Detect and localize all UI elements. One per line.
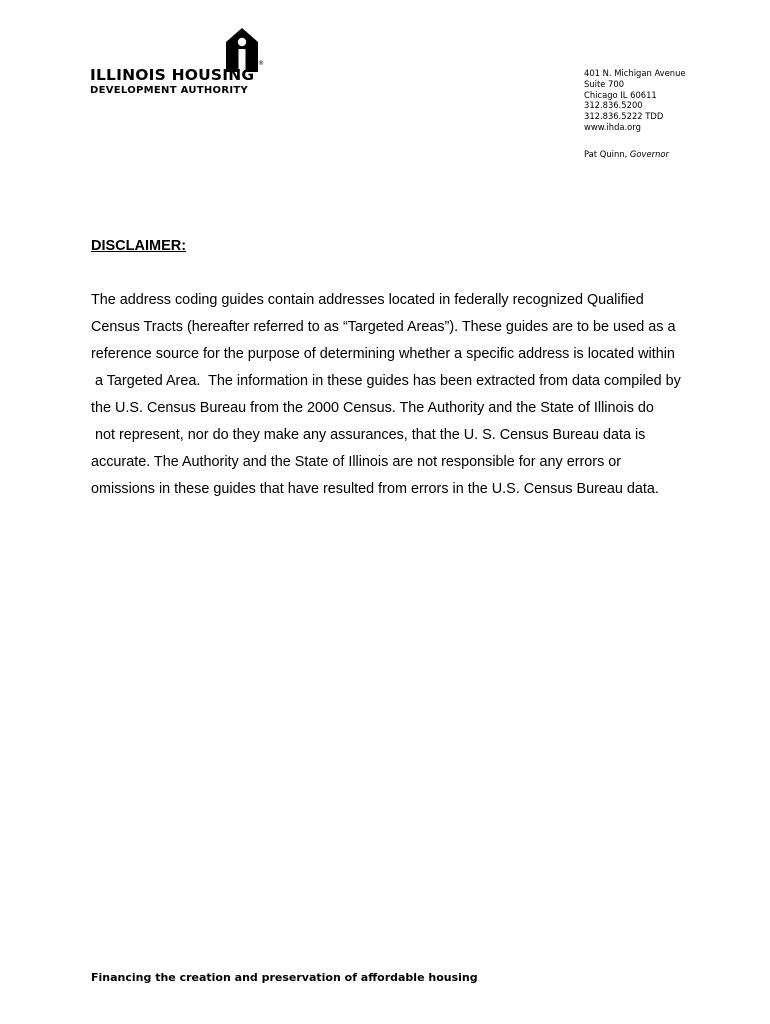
governor-line <box>584 149 669 159</box>
address-block <box>584 68 686 133</box>
org-name-line2: DEVELOPMENT AUTHORITY <box>90 85 249 96</box>
disclaimer-body <box>91 287 731 503</box>
tdd-line: 312.836.5222 TDD <box>584 111 664 122</box>
address-line: 401 N. Michigan Avenue <box>584 68 686 78</box>
letterhead-logo <box>90 26 280 102</box>
org-name-line1: ILLINOIS HOUSING <box>90 66 255 84</box>
governor-title: Governor <box>629 149 669 159</box>
website-link[interactable]: www.ihda.org <box>584 121 641 132</box>
disclaimer-line: a Targeted Area. The information in these guides has been extracted from data compiled by <box>91 373 681 389</box>
phone-line: 312.836.5200 <box>584 100 643 111</box>
footer-tagline: Financing the creation and preservation of affordable housing <box>91 971 478 984</box>
disclaimer-line: reference source for the purpose of determining whether a specific address is located within <box>91 346 675 362</box>
disclaimer-line: omissions in these guides that have resulted from errors in the U.S. Census Bureau data. <box>91 481 659 497</box>
address-line: Chicago IL 60611 <box>584 89 657 100</box>
disclaimer-line: not represent, nor do they make any assurances, that the U. S. Census Bureau data is <box>91 427 646 443</box>
address-line: Suite 700 <box>584 78 625 89</box>
disclaimer-line: The address coding guides contain addresses located in federally recognized Qualified <box>91 292 644 308</box>
disclaimer-line: accurate. The Authority and the State of Illinois are not responsible for any errors or <box>91 454 622 470</box>
disclaimer-heading: DISCLAIMER: <box>91 238 187 254</box>
disclaimer-line: the U.S. Census Bureau from the 2000 Census. The Authority and the State of Illinois do <box>91 400 654 416</box>
disclaimer-line: Census Tracts (hereafter referred to as “Targeted Areas”). These guides are to be used as a <box>91 319 676 335</box>
registered-mark: ® <box>258 60 264 67</box>
governor-name: Pat Quinn, <box>584 149 630 159</box>
